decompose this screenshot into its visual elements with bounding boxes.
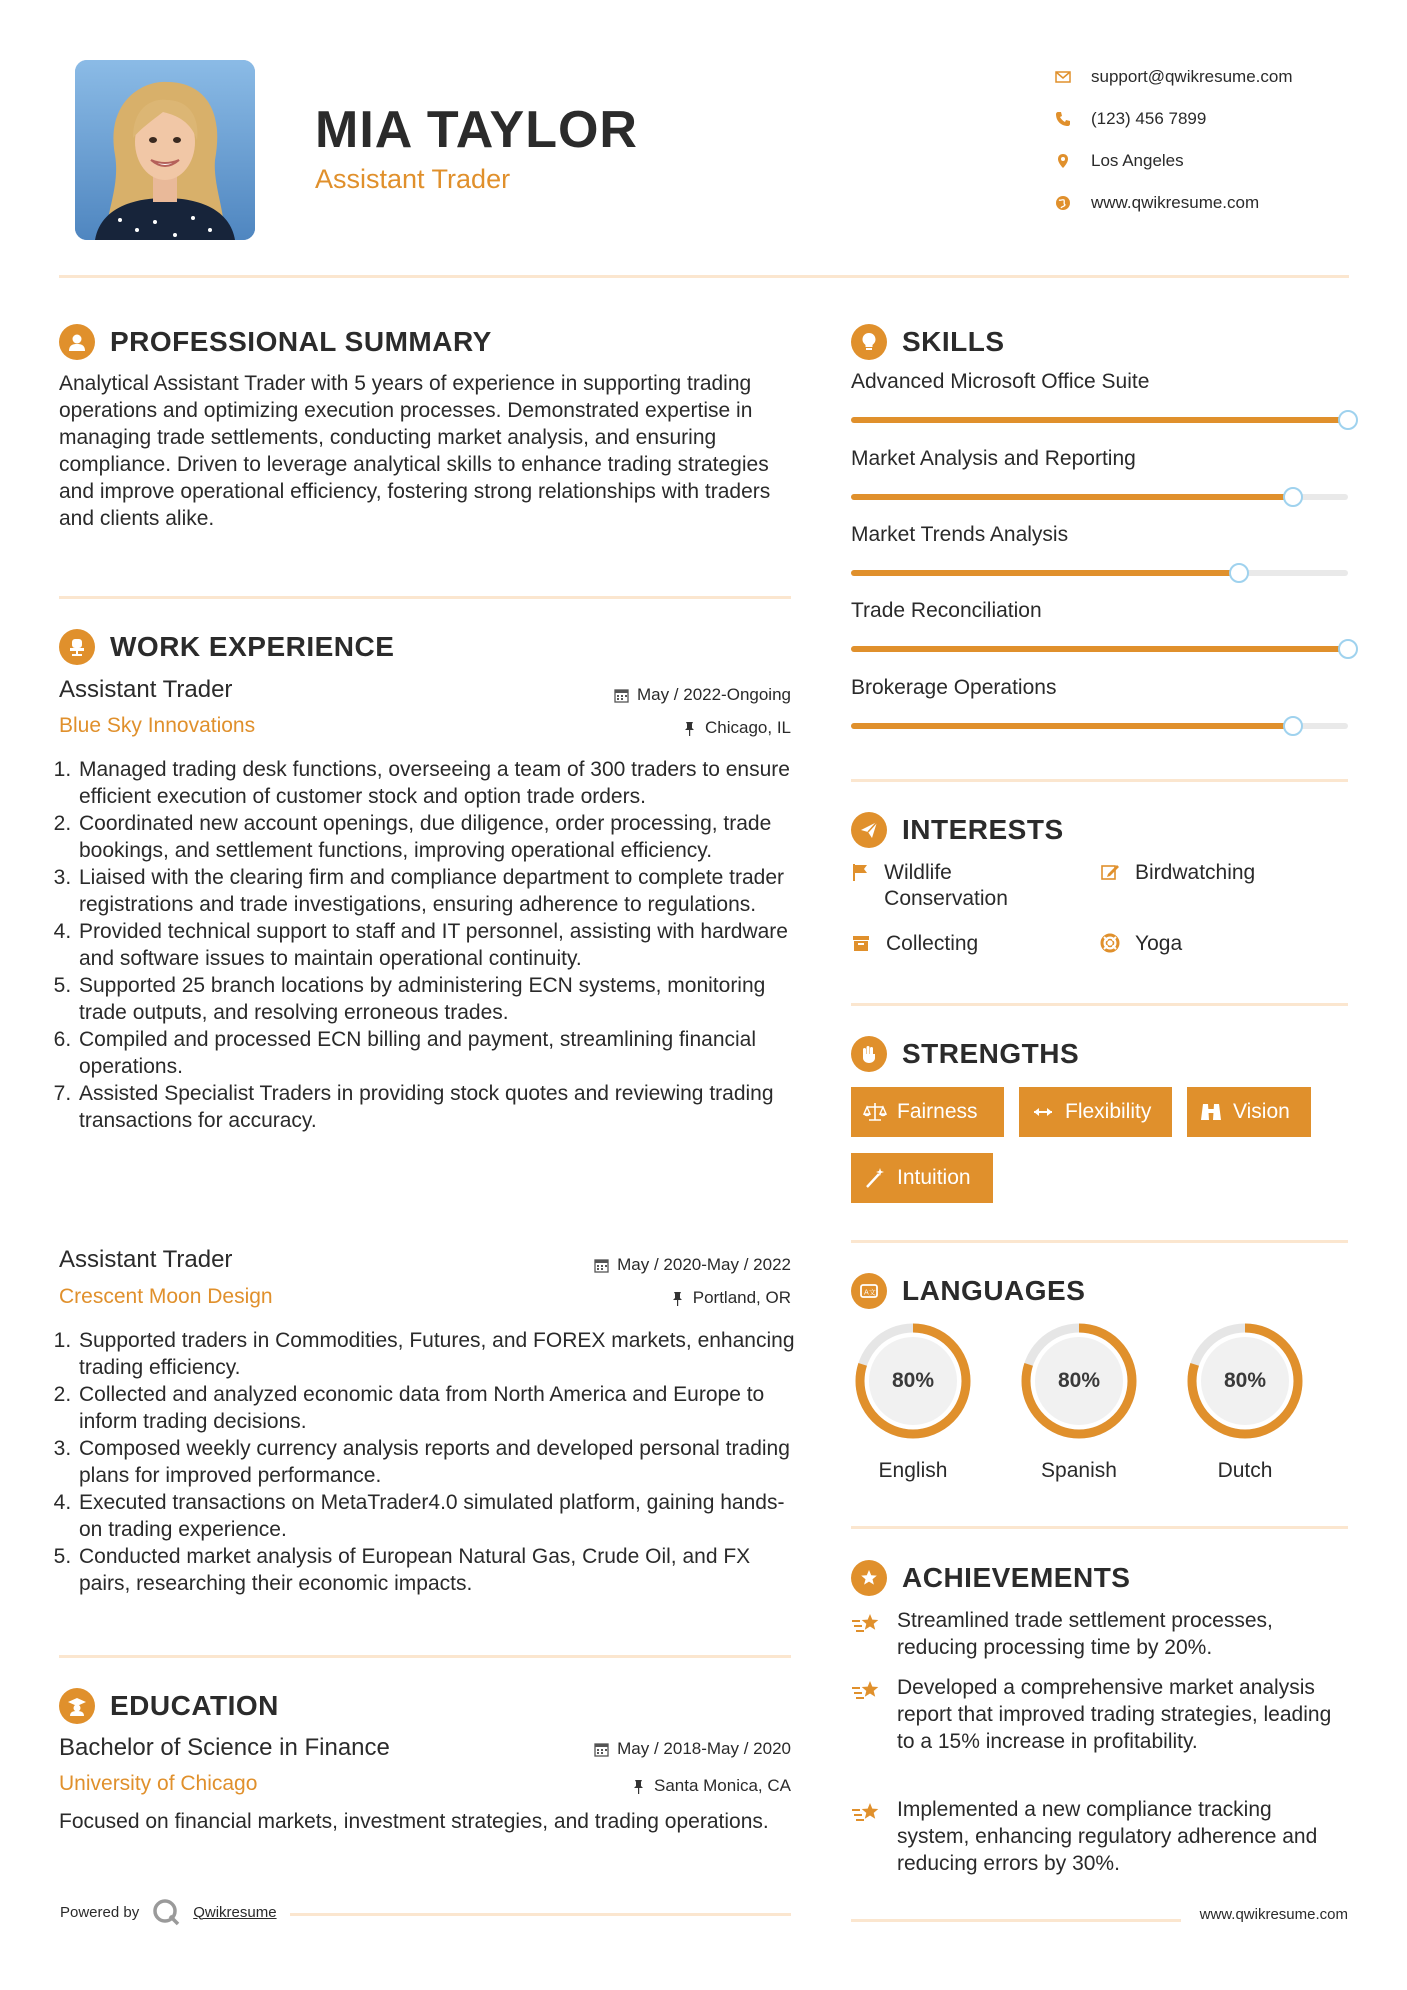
job-1-dates-text: May / 2022-Ongoing	[636, 685, 791, 704]
footer-powered-by	[60, 1897, 277, 1927]
skills-heading	[851, 324, 1005, 360]
job-2-dates	[594, 1255, 791, 1275]
skill-name: Brokerage Operations	[851, 676, 1057, 699]
contact-phone[interactable]	[1055, 98, 1385, 140]
experience-divider	[59, 1655, 791, 1658]
profile-photo	[75, 60, 255, 240]
summary-divider	[59, 596, 791, 599]
contact-email-text: support@qwikresume.com	[1091, 67, 1293, 86]
list-item: 4. Executed transactions on MetaTrader4.0 simulated platform, gaining hands-on trading experience.	[77, 1489, 798, 1543]
job-2-location	[670, 1288, 791, 1308]
shooting-star-icon	[851, 1796, 897, 1877]
magic-wand-icon	[863, 1166, 887, 1190]
binoculars-icon	[1199, 1100, 1223, 1124]
footer-website-link[interactable]: www.qwikresume.com	[1199, 1906, 1348, 1923]
arrows-horizontal-icon	[1031, 1100, 1055, 1124]
powered-by-text: Powered by	[60, 1903, 140, 1921]
list-item: 5. Supported 25 branch locations by administering ECN systems, monitoring trade outputs, and resolving erroneous trades.	[77, 972, 793, 1026]
location-pin-icon	[1055, 153, 1091, 169]
candidate-title: Assistant Trader	[315, 164, 511, 194]
skill-bar-knob	[1338, 639, 1358, 659]
skill-bar-track	[851, 646, 1348, 652]
skill-bar-fill	[851, 570, 1239, 576]
education-location-text: Santa Monica, CA	[653, 1776, 791, 1795]
education-degree: Bachelor of Science in Finance	[59, 1734, 390, 1761]
raised-fist-icon	[851, 1036, 887, 1072]
skill-bar-fill	[851, 646, 1348, 652]
skill-name: Market Analysis and Reporting	[851, 447, 1136, 470]
list-item: 3. Composed weekly currency analysis reports and developed personal trading plans for improved performance.	[77, 1435, 798, 1489]
list-item: 3. Liaised with the clearing firm and compliance department to complete trader registrations and trade investigations, ensuring adherence to regulations.	[77, 864, 793, 918]
interest-text: Collecting	[886, 932, 979, 955]
strengths-divider	[851, 1240, 1348, 1243]
skill-name: Advanced Microsoft Office Suite	[851, 370, 1150, 393]
svg-text:A文: A文	[864, 1288, 876, 1297]
qwikresume-logo-icon	[151, 1897, 181, 1927]
footer-divider-left	[290, 1913, 791, 1916]
languages-divider	[851, 1526, 1348, 1529]
skill-bar-track	[851, 570, 1348, 576]
balance-scale-icon	[863, 1100, 887, 1124]
language-name: Spanish	[1041, 1459, 1117, 1482]
job-2-duties	[53, 1327, 798, 1597]
calendar-icon	[594, 1742, 609, 1757]
job-2-title: Assistant Trader	[59, 1246, 233, 1273]
phone-icon	[1055, 111, 1091, 127]
strength-intuition	[851, 1153, 993, 1203]
job-1-duties	[53, 756, 793, 1134]
briefcase-chair-icon	[59, 629, 95, 665]
language-item	[1017, 1319, 1141, 1482]
pencil-square-icon	[1100, 860, 1135, 889]
shooting-star-icon	[851, 1607, 897, 1661]
portrait-illustration	[75, 60, 255, 240]
interest-text: Birdwatching	[1135, 861, 1256, 884]
award-star-icon	[851, 1560, 887, 1596]
list-item: 7. Assisted Specialist Traders in providing stock quotes and reviewing trading transactions for accuracy.	[77, 1080, 793, 1134]
contact-location-text: Los Angeles	[1091, 151, 1184, 170]
calendar-icon	[614, 688, 629, 703]
interest-wildlife	[851, 860, 1071, 912]
interest-text: Yoga	[1135, 932, 1183, 955]
list-item: 6. Compiled and processed ECN billing and payment, streamlining financial operations.	[77, 1026, 793, 1080]
skill-bar-knob	[1338, 410, 1358, 430]
contact-website-text: www.qwikresume.com	[1091, 193, 1260, 212]
interests-divider	[851, 1003, 1348, 1006]
envelope-icon	[1055, 69, 1091, 85]
contact-website[interactable]	[1055, 182, 1385, 224]
job-2-location-text: Portland, OR	[692, 1288, 791, 1307]
strength-label: Vision	[1233, 1100, 1290, 1123]
strength-vision	[1187, 1087, 1311, 1137]
pushpin-icon	[682, 721, 697, 736]
job-1-location-text: Chicago, IL	[705, 718, 791, 737]
shooting-star-icon	[851, 1674, 897, 1755]
qwikresume-link[interactable]: Qwikresume	[193, 1903, 277, 1921]
skill-bar-knob	[1229, 563, 1249, 583]
language-item	[851, 1319, 975, 1482]
skill-bar-track	[851, 494, 1348, 500]
footer-divider-right	[851, 1919, 1181, 1922]
skill-name: Trade Reconciliation	[851, 599, 1042, 622]
skill-bar-fill	[851, 417, 1348, 423]
strength-label: Flexibility	[1065, 1100, 1152, 1123]
language-percent: 80%	[1057, 1369, 1101, 1392]
contact-block	[1055, 56, 1385, 224]
list-item: 1. Supported traders in Commodities, Futures, and FOREX markets, enhancing trading efficiency.	[77, 1327, 798, 1381]
strengths-heading-text: STRENGTHS	[902, 1038, 1080, 1069]
language-card-icon	[851, 1273, 887, 1309]
education-location	[631, 1776, 791, 1796]
language-percent: 80%	[891, 1369, 935, 1392]
languages-heading-text: LANGUAGES	[902, 1275, 1086, 1306]
achievement-item	[851, 1607, 1341, 1661]
globe-icon	[1055, 195, 1091, 211]
language-name: Dutch	[1217, 1459, 1273, 1482]
interest-birdwatching	[1100, 860, 1350, 889]
skills-heading-text: SKILLS	[902, 326, 1005, 357]
skill-bar-track	[851, 723, 1348, 729]
job-1-company: Blue Sky Innovations	[59, 714, 256, 737]
skill-bar-track	[851, 417, 1348, 423]
interests-heading	[851, 812, 1064, 848]
job-2-company: Crescent Moon Design	[59, 1285, 273, 1308]
achievement-item	[851, 1674, 1341, 1755]
strength-label: Intuition	[897, 1166, 971, 1189]
summary-text: Analytical Assistant Trader with 5 years of experience in supporting trading operations and optimizing execution processes. Demonstrated expertise in managing trade settlements, conducting market analysis, and ensuring compliance. Driven to leverage analytical skills to enhance trading strategies and improve operational efficiency, fostering strong relationships with traders and clients alike.	[59, 372, 771, 530]
user-icon	[59, 324, 95, 360]
skill-name: Market Trends Analysis	[851, 523, 1069, 546]
achievements-heading	[851, 1560, 1130, 1596]
skill-bar-fill	[851, 494, 1293, 500]
summary-heading-text: PROFESSIONAL SUMMARY	[110, 326, 492, 357]
achievement-text: Streamlined trade settlement processes, reducing processing time by 20%.	[897, 1609, 1273, 1659]
languages-heading	[851, 1273, 1085, 1309]
contact-phone-text: (123) 456 7899	[1091, 109, 1207, 128]
list-item: 1. Managed trading desk functions, overseeing a team of 300 traders to ensure efficient execution of customer stock and option trade orders.	[77, 756, 793, 810]
education-dates-text: May / 2018-May / 2020	[617, 1739, 791, 1758]
achievement-item	[851, 1796, 1341, 1877]
archive-box-icon	[851, 931, 886, 960]
list-item: 2. Collected and analyzed economic data from North America and Europe to inform trading decisions.	[77, 1381, 798, 1435]
contact-email[interactable]	[1055, 56, 1385, 98]
achievement-text: Implemented a new compliance tracking system, enhancing regulatory adherence and reducing errors by 30%.	[897, 1798, 1318, 1875]
interest-text: Wildlife Conservation	[884, 861, 1008, 910]
education-school: University of Chicago	[59, 1772, 258, 1795]
achievements-heading-text: ACHIEVEMENTS	[902, 1562, 1131, 1593]
list-item: 4. Provided technical support to staff and IT personnel, assisting with hardware and software issues to maintain operational continuity.	[77, 918, 793, 972]
list-item: 5. Conducted market analysis of European Natural Gas, Crude Oil, and FX pairs, researching their economic impacts.	[77, 1543, 798, 1597]
candidate-name: MIA TAYLOR	[315, 101, 638, 159]
skills-divider	[851, 779, 1348, 782]
language-name: English	[878, 1459, 948, 1482]
education-dates	[594, 1739, 791, 1759]
lightbulb-icon	[851, 324, 887, 360]
interest-yoga	[1100, 931, 1350, 960]
strength-fairness	[851, 1087, 1004, 1137]
achievement-text: Developed a comprehensive market analysis report that improved trading strategies, leading to a 15% increase in profitability.	[897, 1676, 1332, 1753]
skill-bar-fill	[851, 723, 1293, 729]
job-1-location	[682, 718, 791, 738]
life-ring-icon	[1100, 931, 1135, 960]
education-heading-text: EDUCATION	[110, 1690, 279, 1721]
education-heading	[59, 1688, 279, 1724]
strength-flexibility	[1019, 1087, 1172, 1137]
job-2-dates-text: May / 2020-May / 2022	[617, 1255, 791, 1274]
language-percent: 80%	[1223, 1369, 1267, 1392]
skill-bar-knob	[1283, 487, 1303, 507]
flag-icon	[851, 860, 884, 912]
contact-location	[1055, 140, 1385, 182]
strength-label: Fairness	[897, 1100, 978, 1123]
interests-heading-text: INTERESTS	[902, 814, 1064, 845]
graduate-icon	[59, 1688, 95, 1724]
pushpin-icon	[670, 1291, 685, 1306]
skill-bar-knob	[1283, 716, 1303, 736]
interest-collecting	[851, 931, 1071, 960]
experience-heading-text: WORK EXPERIENCE	[110, 631, 395, 662]
education-text: Focused on financial markets, investment strategies, and trading operations.	[59, 1810, 769, 1833]
paper-plane-icon	[851, 812, 887, 848]
strengths-heading	[851, 1036, 1079, 1072]
experience-heading	[59, 629, 394, 665]
pushpin-icon	[631, 1779, 646, 1794]
summary-heading	[59, 324, 492, 360]
list-item: 2. Coordinated new account openings, due diligence, order processing, trade bookings, and settlement functions, improving operational efficiency.	[77, 810, 793, 864]
job-1-title: Assistant Trader	[59, 676, 233, 703]
calendar-icon	[594, 1258, 609, 1273]
header-divider	[59, 275, 1349, 278]
job-1-dates	[614, 685, 791, 705]
language-item	[1183, 1319, 1307, 1482]
